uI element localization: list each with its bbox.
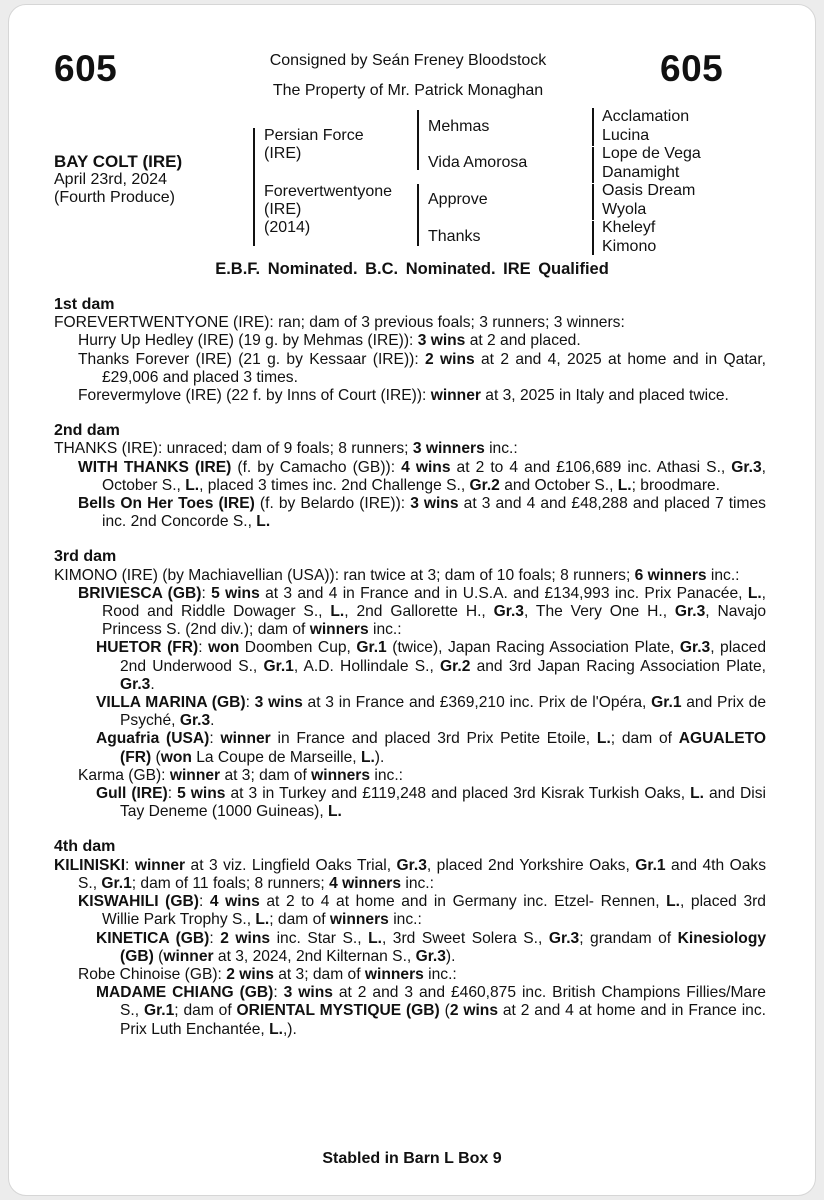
pedigree-line-3d xyxy=(592,221,594,255)
progeny-entry: KINETICA (GB): 2 wins inc. Star S., L., 3rd Sweet Solera S., Gr.3; grandam of Kinesiology (GB) (winner at 3, 2024, 2nd Kilternan S., Gr.3). xyxy=(96,929,767,965)
ancestor: Lope de Vega xyxy=(602,145,701,162)
progeny-entry: Robe Chinoise (GB): 2 wins at 3; dam of winners inc.: xyxy=(78,965,457,983)
consignor: Consigned by Seán Freney Bloodstock xyxy=(269,52,547,69)
grandsire-1: Mehmas xyxy=(428,118,490,135)
foaling-date: April 23rd, 2024 xyxy=(54,171,167,188)
section-heading: 1st dam xyxy=(54,296,115,313)
progeny-entry: FOREVERTWENTYONE (IRE): ran; dam of 3 previous foals; 3 runners; 3 winners: xyxy=(54,314,625,332)
pedigree-line-2a xyxy=(417,110,419,170)
nominations: E.B.F. Nominated. B.C. Nominated. IRE Qualified xyxy=(215,260,609,278)
lot-number-left: 605 xyxy=(54,48,118,89)
dam-section xyxy=(54,296,766,405)
granddam-1: Vida Amorosa xyxy=(428,154,528,171)
horse-title: BAY COLT (IRE) xyxy=(54,152,183,171)
section-heading: 2nd dam xyxy=(54,422,120,440)
progeny-entry: Gull (IRE): 5 wins at 3 in Turkey and £119,248 and placed 3rd Kisrak Turkish Oaks, L. and Disi Tay Deneme (1000 Guineas), L. xyxy=(96,785,766,821)
sire-name: Persian Force xyxy=(264,127,364,144)
progeny-entry: THANKS (IRE): unraced; dam of 9 foals; 8 runners; 3 winners inc.: xyxy=(54,440,518,458)
progeny-entry: MADAME CHIANG (GB): 3 wins at 2 and 3 and £460,875 inc. British Champions Fillies/Mare S., Gr.1; dam of ORIENTAL MYSTIQUE (GB) (2 wins at 2 and 4 at home and in France inc. Prix Luth Enchantée, L.,). xyxy=(96,984,766,1038)
lot-number-right: 605 xyxy=(660,48,724,89)
ancestor: Acclamation xyxy=(602,108,690,125)
pedigree-line-3c xyxy=(592,184,594,220)
pedigree-line-2b xyxy=(417,184,419,246)
progeny-entry: Bells On Her Toes (IRE) (f. by Belardo (IRE)): 3 wins at 3 and 4 and £48,288 and placed 7 times inc. 2nd Concorde S., L. xyxy=(78,495,766,531)
progeny-entry: Forevermylove (IRE) (22 f. by Inns of Court (IRE)): winner at 3, 2025 in Italy and placed twice. xyxy=(78,387,729,405)
ancestor: Wyola xyxy=(602,200,647,218)
progeny-entry: WITH THANKS (IRE) (f. by Camacho (GB)): 4 wins at 2 to 4 and £106,689 inc. Athasi S., Gr.3, October S., L., placed 3 times inc. 2nd Challenge S., Gr.2 and October S., L.; broodmare. xyxy=(78,458,766,494)
ancestor: Danamight xyxy=(602,163,680,181)
dam-section xyxy=(54,422,766,531)
dam-country: (IRE) xyxy=(264,201,302,218)
produce-note: (Fourth Produce) xyxy=(54,189,175,206)
property-owner: The Property of Mr. Patrick Monaghan xyxy=(272,82,544,99)
progeny-entry: BRIVIESCA (GB): 5 wins at 3 and 4 in France and in U.S.A. and £134,993 inc. Prix Panacée, L., Rood and Riddle Dowager S., L., 2nd Gallorette H., Gr.3, The Very One H., Gr.3, Navajo Princess S. (2nd div.); dam of winners inc.: xyxy=(78,584,767,639)
grandsire-2: Approve xyxy=(428,191,488,208)
progeny-entry: KISWAHILI (GB): 4 wins at 2 to 4 at home and in Germany inc. Etzel- Rennen, L., placed 3rd Willie Park Trophy S., L.; dam of winners inc.: xyxy=(78,893,766,929)
ancestor: Lucina xyxy=(602,126,650,144)
dam-year: (2014) xyxy=(264,219,311,236)
ancestor: Oasis Dream xyxy=(602,182,696,199)
dam-section xyxy=(54,548,766,821)
ancestor: Kheleyf xyxy=(602,219,656,236)
progeny-entry: Hurry Up Hedley (IRE) (19 g. by Mehmas (IRE)): 3 wins at 2 and placed. xyxy=(78,332,581,350)
pedigree-line-3a xyxy=(592,108,594,146)
progeny-entry: KIMONO (IRE) (by Machiavellian (USA)): ran twice at 3; dam of 10 foals; 8 runners; 6 winners inc.: xyxy=(54,566,740,584)
dam-name: Forevertwentyone xyxy=(264,183,393,200)
stabled-location: Stabled in Barn L Box 9 xyxy=(322,1150,502,1167)
pedigree-line-3b xyxy=(592,147,594,183)
granddam-2: Thanks xyxy=(428,228,481,245)
dam-section xyxy=(54,838,766,1038)
pedigree-body xyxy=(54,296,766,1039)
section-heading: 3rd dam xyxy=(54,548,117,566)
progeny-entry: HUETOR (FR): won Doomben Cup, Gr.1 (twice), Japan Racing Association Plate, Gr.3, placed 2nd Underwood S., Gr.1, A.D. Hollindale S., Gr.2 and 3rd Japan Racing Association Plate, Gr.3. xyxy=(96,639,767,693)
progeny-entry: Aguafria (USA): winner in France and placed 3rd Prix Petite Etoile, L.; dam of AGUALETO (FR) (won La Coupe de Marseille, L.). xyxy=(96,730,766,766)
pedigree-dam xyxy=(264,183,392,237)
progeny-entry: Thanks Forever (IRE) (21 g. by Kessaar (IRE)): 2 wins at 2 and 4, 2025 at home and in Qatar, £29,006 and placed 3 times. xyxy=(78,350,766,386)
pedigree-gen3 xyxy=(602,108,701,256)
ancestor: Kimono xyxy=(602,237,657,255)
progeny-entry: Karma (GB): winner at 3; dam of winners inc.: xyxy=(78,766,403,784)
sire-country: (IRE) xyxy=(264,145,302,162)
horse-info xyxy=(54,153,182,207)
pedigree-sire xyxy=(264,127,364,163)
progeny-entry: VILLA MARINA (GB): 3 wins at 3 in France and £369,210 inc. Prix de l'Opéra, Gr.1 and Prix de Psyché, Gr.3. xyxy=(96,694,767,730)
pedigree-line-1 xyxy=(253,128,255,246)
progeny-entry: KILINISKI: winner at 3 viz. Lingfield Oaks Trial, Gr.3, placed 2nd Yorkshire Oaks, Gr.1 and 4th Oaks S., Gr.1; dam of 11 foals; 8 runners; 4 winners inc.: xyxy=(54,856,767,892)
section-heading: 4th dam xyxy=(54,838,116,856)
